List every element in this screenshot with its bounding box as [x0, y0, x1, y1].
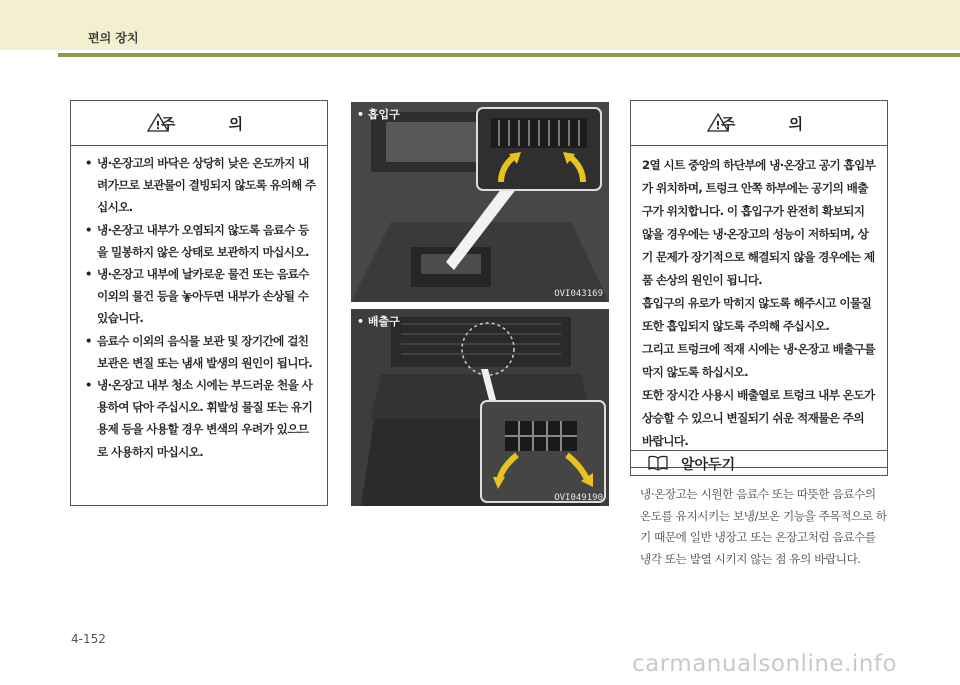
caution-bullet: • 냉·온장고 내부가 오염되지 않도록 음료수 등을 밀봉하지 않은 상태로 보관하지 마십시오.	[85, 219, 317, 263]
image-code: OVI043169	[554, 289, 603, 299]
outlet-label: • 배출구	[357, 315, 400, 328]
note-title: 알아두기	[681, 457, 736, 473]
caution-box-right	[630, 100, 888, 468]
outlet-vent-photo	[351, 309, 609, 506]
caution-header	[71, 101, 327, 146]
page-header	[0, 0, 960, 50]
caution-title: 주 의	[720, 115, 828, 133]
caution-bullet: • 음료수 이외의 음식물 보관 및 장기간에 걸친 보관은 변질 또는 냄새 발생의 원인이 됩니다.	[85, 330, 317, 374]
intake-vent-illustration	[351, 102, 609, 302]
svg-text:!: !	[155, 119, 161, 132]
caution-bullet: • 냉·온장고 내부에 날카로운 물건 또는 음료수 이외의 물건 등을 놓아두면 내부가 손상될 수 있습니다.	[85, 263, 317, 330]
page-number: 4-152	[71, 632, 106, 646]
caution-bullet: • 냉·온장고의 바닥은 상당히 낮은 온도까지 내려가므로 보관물이 결빙되지 않도록 유의해 주십시오.	[85, 152, 317, 219]
watermark: carmanualsonline.info	[632, 651, 898, 677]
note-body: 냉·온장고는 시원한 음료수 또는 따뜻한 음료수의 온도를 유지시키는 보냉/보온 기능을 주목적으로 하기 때문에 일반 냉장고 또는 온장고처럼 음료수를 냉각 또는 발열 시키지 않는 점 유의 바랍니다.	[640, 487, 887, 567]
caution-header	[631, 101, 887, 146]
image-code: OVI049190	[554, 493, 603, 503]
svg-text:!: !	[715, 119, 721, 132]
caution-paragraph: 그리고 트렁크에 적재 시에는 냉·온장고 배출구를 막지 않도록 하십시오.	[642, 342, 875, 379]
caution-text	[631, 146, 887, 453]
caution-paragraph: 흡입구의 유로가 막히지 않도록 해주시고 이물질 또한 흡입되지 않도록 주의해 주십시오.	[642, 296, 872, 333]
caution-box-left	[70, 100, 328, 506]
caution-bullet: • 냉·온장고 내부 청소 시에는 부드러운 천을 사용하여 닦아 주십시오. 휘발성 물질 또는 유기 용제 등을 사용할 경우 변색의 우려가 있으므로 사용하지 마십시오.	[85, 374, 317, 463]
outlet-vent-illustration	[351, 309, 609, 506]
book-icon	[648, 455, 668, 471]
intake-label: • 흡입구	[357, 108, 400, 121]
header-rule	[58, 53, 960, 57]
caution-paragraph: 또한 장시간 사용시 배출열로 트렁크 내부 온도가 상승할 수 있으니 변질되기 쉬운 적재물은 주의 바랍니다.	[642, 388, 875, 448]
intake-vent-photo	[351, 102, 609, 302]
note-header	[630, 450, 888, 476]
caution-title: 주 의	[160, 115, 268, 133]
caution-paragraph: 2열 시트 중앙의 하단부에 냉·온장고 공기 흡입부가 위치하며, 트렁크 안쪽 하부에는 공기의 배출구가 위치합니다. 이 흡입구가 완전히 확보되지 않을 경우에는 냉·온장고의 성능이 저하되며, 상기 문제가 장기적으로 해결되지 않을 경우에는 제품 손상의 원인이 됩니다.	[642, 158, 876, 287]
section-title: 편의 장치	[88, 31, 139, 45]
caution-bullet-list	[71, 146, 327, 463]
